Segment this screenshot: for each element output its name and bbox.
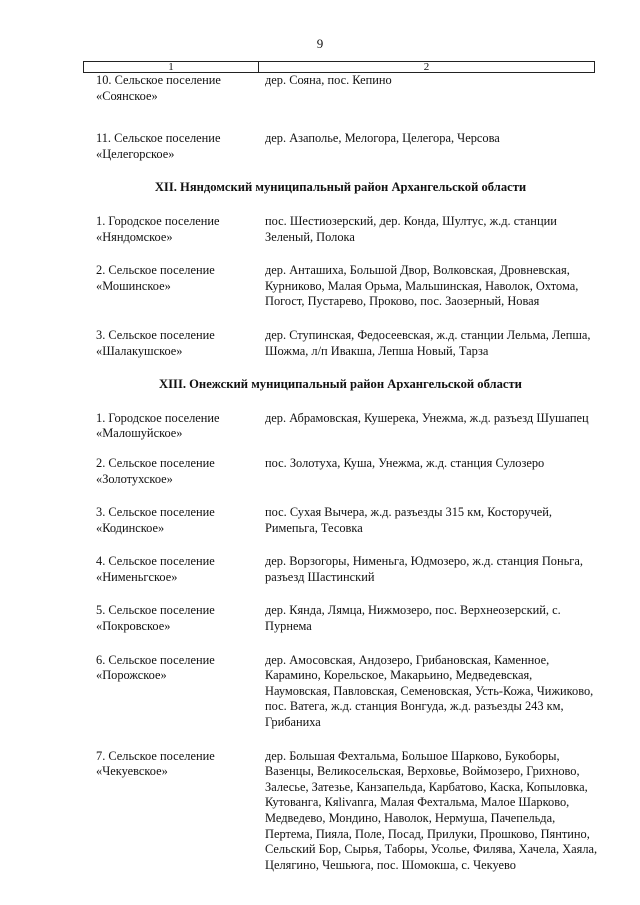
localities-list: пос. Сухая Вычера, ж.д. разъезды 315 км, Косторучей, Римепьга, Тесовка	[265, 505, 553, 535]
settlement-row	[83, 749, 598, 874]
settlement-name-line1: 1. Городское поселение	[96, 410, 220, 425]
settlement-row	[83, 505, 598, 536]
settlement-name-line1: 2. Сельское поселение	[96, 263, 215, 278]
settlement-name-line1: 2. Сельское поселение	[96, 455, 215, 470]
page-number: 9	[316, 36, 324, 51]
column-header-table	[83, 61, 595, 73]
settlement-row	[83, 603, 598, 634]
settlement-name-line1: 3. Сельское поселение	[96, 327, 215, 342]
settlement-name-line2: «Соянское»	[96, 88, 158, 103]
settlement-name	[83, 456, 261, 487]
settlement-name	[83, 73, 261, 104]
settlement-row	[83, 456, 598, 487]
settlement-row	[83, 653, 598, 731]
settlement-name	[83, 328, 261, 359]
settlement-name	[83, 411, 261, 442]
settlement-name-line2: «Шалакушское»	[96, 343, 183, 358]
settlement-list	[83, 73, 598, 873]
settlement-name-line2: «Чекуевское»	[96, 764, 168, 779]
section-heading: XII. Няндомский муниципальный район Архангельской области	[154, 180, 527, 195]
settlement-name	[83, 505, 261, 536]
settlement-name-line2: «Золотухское»	[96, 471, 173, 486]
localities-list: дер. Ворзогоры, Нименьга, Юдмозеро, ж.д. станция Поньга, разъезд Шастинский	[265, 554, 583, 584]
settlement-name-line1: 1. Городское поселение	[96, 213, 220, 228]
settlement-name-line1: 11. Сельское поселение	[96, 131, 221, 146]
settlement-name-line2: «Покровское»	[96, 619, 171, 634]
settlement-row	[83, 554, 598, 585]
settlement-row	[83, 131, 598, 162]
settlement-name-line2: «Нименьгское»	[96, 569, 178, 584]
settlement-row	[83, 73, 598, 104]
settlement-row	[83, 411, 598, 442]
settlement-name-line1: 10. Сельское поселение	[96, 73, 221, 87]
settlement-name	[83, 653, 261, 731]
settlement-name-line1: 7. Сельское поселение	[96, 748, 215, 763]
localities-list: дер. Кянда, Лямца, Нижмозеро, пос. Верхнеозерский, с. Пурнема	[265, 603, 561, 634]
settlement-row	[83, 214, 598, 245]
settlement-name	[83, 749, 261, 874]
localities-list: дер. Большая Фехтальма, Большое Шарково, Букоборы, Вазенцы, Великосельская, Верховье, Воймозеро, Грихново, Залесье, Затезье, Канзапельда, Карбатово, Каска, Копыловка, Кутованга, Кяlivanга, Малая Фехтальма, Малое Шарково, Медведево, Мондино, Наволок, Нермуша, Пачепельда, Пертема, Пияла, Поле, Посад, Прилуки, Прошково, Пянтино, Сельский Бор, Сырья, Таборы, Усолье, Филява, Хачела, Хаяла, Целягино, Чешьюга, пос. Шомокша, с. Чекуево	[265, 748, 598, 872]
section-heading: XIII. Онежский муниципальный район Архангельской области	[159, 377, 522, 392]
settlement-name	[83, 603, 261, 634]
localities-list: дер. Анташиха, Большой Двор, Волковская, Дровневская, Курниково, Малая Орьма, Мальшинская, Наволок, Охтома, Погост, Пустарево, Проково, пос. Заозерный, Новая	[265, 263, 579, 309]
settlement-name-line2: «Малошуйское»	[96, 426, 183, 441]
settlement-name	[83, 214, 261, 245]
settlement-name-line2: «Кодинское»	[96, 520, 165, 535]
localities-list: дер. Сояна, пос. Кепино	[265, 73, 392, 87]
settlement-name-line2: «Порожское»	[96, 668, 167, 683]
settlement-name-line1: 3. Сельское поселение	[96, 505, 215, 520]
localities-list: дер. Амосовская, Андозеро, Грибановская, Каменное, Карамино, Корельское, Макарьино, Медведевская, Наумовская, Павловская, Семеновская, Усть-Кожа, Чижиково, пос. Ватега, ж.д. станция Вонгуда, ж.д. разъезды 243 км, Грибаниха	[265, 652, 594, 730]
settlement-name	[83, 554, 261, 585]
settlement-name-line2: «Няндомское»	[96, 229, 173, 244]
settlement-name-line1: 6. Сельское поселение	[96, 652, 215, 667]
settlement-row	[83, 263, 598, 310]
localities-list: дер. Азаполье, Мелогора, Целегора, Черсова	[265, 131, 500, 146]
localities-list: пос. Золотуха, Куша, Унежма, ж.д. станция Сулозеро	[265, 455, 545, 470]
settlement-name	[83, 131, 261, 162]
settlement-name-line2: «Мошинское»	[96, 278, 171, 293]
localities-list: дер. Абрамовская, Кушерека, Унежма, ж.д. разъезд Шушапец	[265, 410, 589, 425]
settlement-name	[83, 263, 261, 310]
settlement-name-line2: «Целегорское»	[96, 146, 175, 161]
column-header-1: 1	[84, 62, 259, 73]
column-header-2: 2	[259, 62, 595, 73]
settlement-name-line1: 5. Сельское поселение	[96, 603, 215, 618]
localities-list: дер. Ступинская, Федосеевская, ж.д. станции Лельма, Лепша, Шожма, л/п Ивакша, Лепша Новый, Тарза	[265, 327, 591, 358]
settlement-name-line1: 4. Сельское поселение	[96, 554, 215, 569]
settlement-row	[83, 328, 598, 359]
localities-list: пос. Шестиозерский, дер. Конда, Шултус, ж.д. станции Зеленый, Полока	[265, 213, 557, 244]
